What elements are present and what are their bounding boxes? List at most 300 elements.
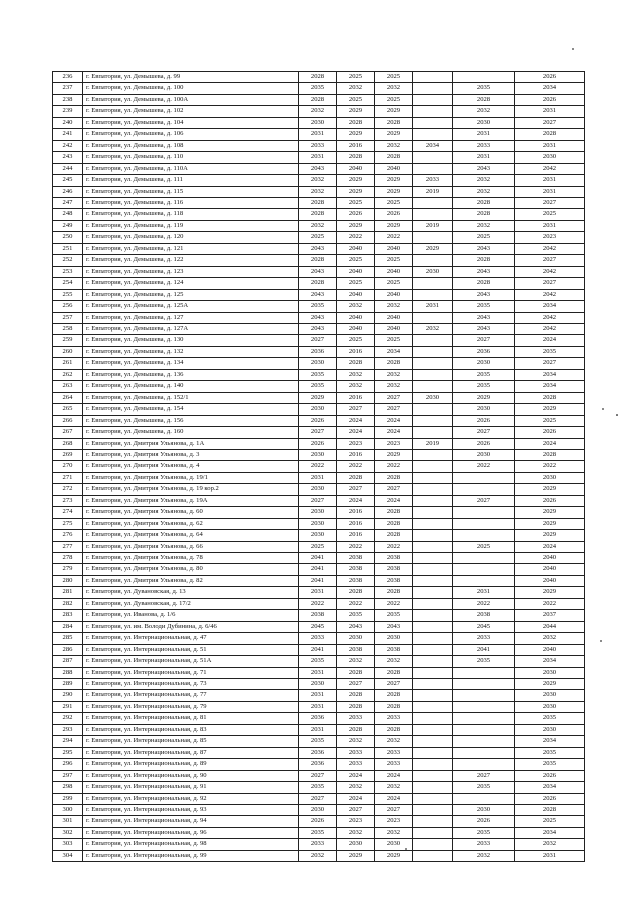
table-row — [53, 209, 585, 220]
address-cell: г. Евпатория, ул. Демышева, д. 104 — [83, 117, 299, 128]
address-cell: г. Евпатория, ул. Дмитрия Ульянова, д. 3 — [83, 449, 299, 460]
year-cell — [413, 83, 453, 94]
table-row — [53, 266, 585, 277]
year-cell: 2035 — [299, 83, 337, 94]
year-cell: 2033 — [453, 633, 515, 644]
year-cell — [453, 701, 515, 712]
year-cell: 2032 — [375, 381, 413, 392]
table-row — [53, 656, 585, 667]
address-cell: г. Евпатория, ул. Интернациональная, д. 73 — [83, 679, 299, 690]
row-number: 263 — [53, 381, 83, 392]
year-cell: 2032 — [453, 186, 515, 197]
year-cell: 2035 — [453, 827, 515, 838]
year-cell — [413, 404, 453, 415]
year-cell: 2035 — [453, 83, 515, 94]
scan-speck — [616, 414, 618, 416]
year-cell — [413, 163, 453, 174]
address-cell: г. Евпатория, ул. Демышева, д. 108 — [83, 140, 299, 151]
year-cell: 2028 — [337, 152, 375, 163]
year-cell — [453, 472, 515, 483]
year-cell: 2028 — [299, 278, 337, 289]
table-row — [53, 633, 585, 644]
year-cell: 2043 — [453, 323, 515, 334]
address-cell: г. Евпатория, ул. Демышева, д. 160 — [83, 427, 299, 438]
year-cell: 2030 — [515, 690, 585, 701]
year-cell: 2027 — [375, 392, 413, 403]
table-row — [53, 827, 585, 838]
year-cell: 2029 — [337, 129, 375, 140]
year-cell: 2028 — [299, 197, 337, 208]
row-number: 266 — [53, 415, 83, 426]
year-cell — [413, 839, 453, 850]
year-cell — [413, 587, 453, 598]
year-cell — [413, 816, 453, 827]
year-cell — [413, 507, 453, 518]
table-row — [53, 197, 585, 208]
year-cell — [413, 793, 453, 804]
table-row — [53, 770, 585, 781]
year-cell: 2027 — [299, 495, 337, 506]
year-cell: 2032 — [515, 839, 585, 850]
year-cell: 2031 — [299, 690, 337, 701]
year-cell: 2031 — [453, 587, 515, 598]
year-cell: 2025 — [337, 255, 375, 266]
year-cell: 2030 — [299, 449, 337, 460]
year-cell: 2026 — [515, 793, 585, 804]
year-cell: 2028 — [453, 278, 515, 289]
year-cell: 2032 — [299, 186, 337, 197]
year-cell: 2033 — [299, 633, 337, 644]
year-cell: 2042 — [515, 312, 585, 323]
year-cell: 2033 — [375, 713, 413, 724]
year-cell: 2032 — [337, 736, 375, 747]
year-cell: 2041 — [453, 644, 515, 655]
address-cell: г. Евпатория, ул. Демышева, д. 127А — [83, 323, 299, 334]
year-cell: 2031 — [515, 850, 585, 861]
table-row — [53, 346, 585, 357]
year-cell: 2036 — [299, 747, 337, 758]
table-row — [53, 449, 585, 460]
year-cell: 2032 — [375, 656, 413, 667]
year-cell — [413, 346, 453, 357]
year-cell: 2034 — [413, 140, 453, 151]
year-cell: 2028 — [299, 72, 337, 83]
year-cell: 2033 — [299, 839, 337, 850]
table-body — [53, 72, 585, 862]
year-cell: 2032 — [375, 369, 413, 380]
year-cell: 2027 — [515, 255, 585, 266]
year-cell: 2040 — [337, 289, 375, 300]
year-cell — [413, 633, 453, 644]
year-cell: 2025 — [515, 209, 585, 220]
row-number: 262 — [53, 369, 83, 380]
address-cell: г. Евпатория, ул. Демышева, д. 110 — [83, 152, 299, 163]
year-cell: 2028 — [375, 518, 413, 529]
table-row — [53, 220, 585, 231]
year-cell: 2032 — [337, 369, 375, 380]
year-cell — [413, 747, 453, 758]
table-row — [53, 472, 585, 483]
table-row — [53, 575, 585, 586]
year-cell: 2035 — [515, 346, 585, 357]
year-cell — [413, 232, 453, 243]
address-cell: г. Евпатория, ул. Дмитрия Ульянова, д. 19А — [83, 495, 299, 506]
row-number: 237 — [53, 83, 83, 94]
year-cell: 2038 — [299, 610, 337, 621]
year-cell — [413, 427, 453, 438]
year-cell: 2037 — [515, 610, 585, 621]
table-row — [53, 301, 585, 312]
address-cell: г. Евпатория, ул. Дмитрия Ульянова, д. 82 — [83, 575, 299, 586]
year-cell: 2023 — [337, 438, 375, 449]
document-page — [52, 71, 584, 862]
year-cell: 2032 — [299, 175, 337, 186]
address-cell: г. Евпатория, ул. Дмитрия Ульянова, д. 19/1 — [83, 472, 299, 483]
year-cell: 2040 — [375, 323, 413, 334]
year-cell: 2033 — [413, 175, 453, 186]
table-row — [53, 553, 585, 564]
year-cell: 2028 — [375, 701, 413, 712]
year-cell — [413, 575, 453, 586]
year-cell: 2034 — [515, 736, 585, 747]
year-cell: 2038 — [375, 553, 413, 564]
row-number: 242 — [53, 140, 83, 151]
year-cell — [413, 644, 453, 655]
year-cell: 2026 — [515, 770, 585, 781]
year-cell: 2041 — [299, 564, 337, 575]
year-cell: 2041 — [299, 575, 337, 586]
address-cell: г. Евпатория, ул. Демышева, д. 111 — [83, 175, 299, 186]
year-cell: 2028 — [337, 690, 375, 701]
year-cell: 2031 — [515, 186, 585, 197]
year-cell: 2031 — [299, 701, 337, 712]
row-number: 258 — [53, 323, 83, 334]
year-cell: 2016 — [337, 346, 375, 357]
row-number: 257 — [53, 312, 83, 323]
year-cell: 2030 — [515, 152, 585, 163]
year-cell: 2029 — [299, 392, 337, 403]
year-cell — [413, 701, 453, 712]
year-cell: 2043 — [337, 621, 375, 632]
row-number: 287 — [53, 656, 83, 667]
year-cell: 2034 — [515, 369, 585, 380]
year-cell: 2031 — [515, 220, 585, 231]
table-row — [53, 163, 585, 174]
address-cell: г. Евпатория, ул. Интернациональная, д. 98 — [83, 839, 299, 850]
year-cell — [413, 255, 453, 266]
row-number: 291 — [53, 701, 83, 712]
year-cell: 2028 — [337, 358, 375, 369]
year-cell: 2023 — [337, 816, 375, 827]
year-cell: 2038 — [375, 575, 413, 586]
table-row — [53, 461, 585, 472]
year-cell: 2026 — [453, 438, 515, 449]
year-cell: 2028 — [515, 129, 585, 140]
year-cell: 2030 — [299, 518, 337, 529]
address-cell: г. Евпатория, ул. Демышева, д. 119 — [83, 220, 299, 231]
table-row — [53, 186, 585, 197]
address-cell: г. Евпатория, ул. Демышева, д. 132 — [83, 346, 299, 357]
year-cell: 2024 — [375, 415, 413, 426]
year-cell: 2032 — [375, 301, 413, 312]
row-number: 270 — [53, 461, 83, 472]
year-cell: 2029 — [375, 220, 413, 231]
scan-speck — [600, 640, 602, 642]
table-row — [53, 839, 585, 850]
year-cell: 2016 — [337, 507, 375, 518]
year-cell: 2022 — [337, 541, 375, 552]
year-cell: 2025 — [299, 541, 337, 552]
row-number: 293 — [53, 724, 83, 735]
row-number: 279 — [53, 564, 83, 575]
year-cell — [413, 518, 453, 529]
year-cell: 2033 — [453, 839, 515, 850]
year-cell: 2033 — [337, 747, 375, 758]
year-cell: 2029 — [337, 850, 375, 861]
year-cell: 2040 — [375, 266, 413, 277]
table-row — [53, 117, 585, 128]
table-row — [53, 369, 585, 380]
year-cell — [413, 472, 453, 483]
year-cell: 2032 — [375, 140, 413, 151]
table-row — [53, 816, 585, 827]
row-number: 294 — [53, 736, 83, 747]
row-number: 243 — [53, 152, 83, 163]
year-cell — [453, 564, 515, 575]
table-row — [53, 793, 585, 804]
year-cell: 2016 — [337, 530, 375, 541]
table-row — [53, 243, 585, 254]
year-cell: 2030 — [299, 358, 337, 369]
year-cell: 2028 — [337, 701, 375, 712]
year-cell: 2029 — [375, 175, 413, 186]
year-cell — [413, 541, 453, 552]
year-cell: 2024 — [515, 541, 585, 552]
year-cell — [453, 530, 515, 541]
year-cell: 2028 — [337, 117, 375, 128]
year-cell: 2030 — [515, 701, 585, 712]
year-cell: 2028 — [337, 472, 375, 483]
year-cell: 2038 — [375, 564, 413, 575]
table-row — [53, 381, 585, 392]
year-cell: 2026 — [299, 816, 337, 827]
year-cell: 2025 — [375, 278, 413, 289]
year-cell: 2043 — [453, 243, 515, 254]
year-cell: 2025 — [515, 816, 585, 827]
table-row — [53, 140, 585, 151]
year-cell: 2029 — [515, 587, 585, 598]
row-number: 251 — [53, 243, 83, 254]
year-cell: 2032 — [413, 323, 453, 334]
table-row — [53, 289, 585, 300]
address-cell: г. Евпатория, ул. Интернациональная, д. 85 — [83, 736, 299, 747]
year-cell: 2028 — [515, 805, 585, 816]
year-cell: 2034 — [515, 83, 585, 94]
year-cell: 2040 — [515, 644, 585, 655]
year-cell: 2027 — [515, 197, 585, 208]
year-cell: 2035 — [453, 782, 515, 793]
year-cell: 2028 — [375, 724, 413, 735]
address-cell: г. Евпатория, ул. Интернациональная, д. 77 — [83, 690, 299, 701]
year-cell: 2034 — [375, 346, 413, 357]
year-cell: 2022 — [299, 598, 337, 609]
year-cell: 2031 — [515, 175, 585, 186]
row-number: 261 — [53, 358, 83, 369]
year-cell: 2035 — [299, 369, 337, 380]
year-cell: 2031 — [453, 152, 515, 163]
year-cell — [453, 747, 515, 758]
table-row — [53, 598, 585, 609]
year-cell: 2029 — [337, 186, 375, 197]
year-cell: 2027 — [337, 805, 375, 816]
year-cell: 2028 — [299, 94, 337, 105]
row-number: 249 — [53, 220, 83, 231]
row-number: 271 — [53, 472, 83, 483]
table-row — [53, 335, 585, 346]
year-cell: 2030 — [515, 472, 585, 483]
scan-speck — [572, 48, 574, 50]
row-number: 299 — [53, 793, 83, 804]
year-cell: 2025 — [453, 232, 515, 243]
year-cell — [413, 94, 453, 105]
address-cell: г. Евпатория, ул. Демышева, д. 121 — [83, 243, 299, 254]
address-cell: г. Евпатория, ул. Дмитрия Ульянова, д. 60 — [83, 507, 299, 518]
year-cell: 2028 — [375, 358, 413, 369]
table-row — [53, 323, 585, 334]
address-cell: г. Евпатория, ул. Дмитрия Ульянова, д. 1А — [83, 438, 299, 449]
year-cell: 2038 — [337, 575, 375, 586]
year-cell: 2035 — [453, 369, 515, 380]
year-cell: 2024 — [337, 427, 375, 438]
year-cell: 2043 — [299, 243, 337, 254]
year-cell: 2028 — [453, 209, 515, 220]
year-cell: 2032 — [375, 83, 413, 94]
year-cell: 2016 — [337, 449, 375, 460]
address-cell: г. Евпатория, ул. Демышева, д. 124 — [83, 278, 299, 289]
year-cell: 2038 — [375, 644, 413, 655]
year-cell: 2025 — [337, 278, 375, 289]
year-cell: 2025 — [337, 72, 375, 83]
address-cell: г. Евпатория, ул. Демышева, д. 116 — [83, 197, 299, 208]
year-cell: 2024 — [375, 793, 413, 804]
address-cell: г. Евпатория, ул. Интернациональная, д. 92 — [83, 793, 299, 804]
year-cell — [413, 358, 453, 369]
row-number: 246 — [53, 186, 83, 197]
year-cell — [413, 736, 453, 747]
year-cell: 2030 — [299, 507, 337, 518]
year-cell: 2035 — [515, 747, 585, 758]
row-number: 304 — [53, 850, 83, 861]
year-cell: 2026 — [453, 415, 515, 426]
table-row — [53, 747, 585, 758]
row-number: 303 — [53, 839, 83, 850]
row-number: 269 — [53, 449, 83, 460]
table-row — [53, 129, 585, 140]
address-cell: г. Евпатория, ул. Дмитрия Ульянова, д. 4 — [83, 461, 299, 472]
row-number: 241 — [53, 129, 83, 140]
address-cell: г. Евпатория, ул. Демышева, д. 154 — [83, 404, 299, 415]
table-row — [53, 255, 585, 266]
year-cell: 2028 — [515, 392, 585, 403]
year-cell: 2032 — [337, 827, 375, 838]
year-cell: 2043 — [453, 266, 515, 277]
year-cell: 2040 — [375, 163, 413, 174]
year-cell — [453, 667, 515, 678]
year-cell: 2040 — [375, 312, 413, 323]
year-cell: 2025 — [337, 94, 375, 105]
year-cell — [413, 656, 453, 667]
year-cell: 2027 — [515, 358, 585, 369]
row-number: 259 — [53, 335, 83, 346]
row-number: 284 — [53, 621, 83, 632]
year-cell — [413, 759, 453, 770]
address-cell: г. Евпатория, ул. Демышева, д. 134 — [83, 358, 299, 369]
year-cell: 2029 — [515, 507, 585, 518]
address-cell: г. Евпатория, ул. Демышева, д. 110А — [83, 163, 299, 174]
address-cell: г. Евпатория, ул. Интернациональная, д. 96 — [83, 827, 299, 838]
year-cell: 2036 — [299, 759, 337, 770]
address-cell: г. Евпатория, ул. Дмитрия Ульянова, д. 64 — [83, 530, 299, 541]
year-cell — [413, 667, 453, 678]
year-cell: 2032 — [375, 827, 413, 838]
table-row — [53, 438, 585, 449]
row-number: 275 — [53, 518, 83, 529]
table-row — [53, 736, 585, 747]
address-cell: г. Евпатория, ул. Демышева, д. 118 — [83, 209, 299, 220]
table-row — [53, 415, 585, 426]
row-number: 267 — [53, 427, 83, 438]
row-number: 295 — [53, 747, 83, 758]
year-cell: 2022 — [375, 232, 413, 243]
year-cell: 2031 — [299, 587, 337, 598]
year-cell: 2028 — [299, 255, 337, 266]
year-cell: 2032 — [375, 782, 413, 793]
address-cell: г. Евпатория, ул. Демышева, д. 125 — [83, 289, 299, 300]
year-cell: 2024 — [375, 770, 413, 781]
address-cell: г. Евпатория, ул. Интернациональная, д. 93 — [83, 805, 299, 816]
address-cell: г. Евпатория, ул. Дмитрия Ульянова, д. 62 — [83, 518, 299, 529]
year-cell: 2034 — [515, 301, 585, 312]
year-cell: 2030 — [299, 805, 337, 816]
year-cell: 2030 — [413, 266, 453, 277]
table-row — [53, 94, 585, 105]
row-number: 298 — [53, 782, 83, 793]
year-cell: 2022 — [375, 598, 413, 609]
row-number: 296 — [53, 759, 83, 770]
year-cell: 2040 — [337, 266, 375, 277]
year-cell — [413, 679, 453, 690]
year-cell: 2027 — [375, 484, 413, 495]
row-number: 256 — [53, 301, 83, 312]
year-cell: 2032 — [453, 175, 515, 186]
year-cell: 2024 — [515, 438, 585, 449]
year-cell: 2028 — [375, 530, 413, 541]
address-cell: г. Евпатория, ул. Иванова, д. 1/6 — [83, 610, 299, 621]
row-number: 264 — [53, 392, 83, 403]
year-cell: 2022 — [453, 598, 515, 609]
year-cell: 2031 — [299, 667, 337, 678]
year-cell: 2024 — [337, 770, 375, 781]
row-number: 239 — [53, 106, 83, 117]
year-cell: 2022 — [337, 598, 375, 609]
year-cell: 2028 — [375, 472, 413, 483]
year-cell: 2028 — [453, 197, 515, 208]
year-cell — [413, 106, 453, 117]
year-cell: 2036 — [299, 713, 337, 724]
year-cell: 2028 — [375, 690, 413, 701]
address-cell: г. Евпатория, ул. Интернациональная, д. 90 — [83, 770, 299, 781]
year-cell — [453, 553, 515, 564]
